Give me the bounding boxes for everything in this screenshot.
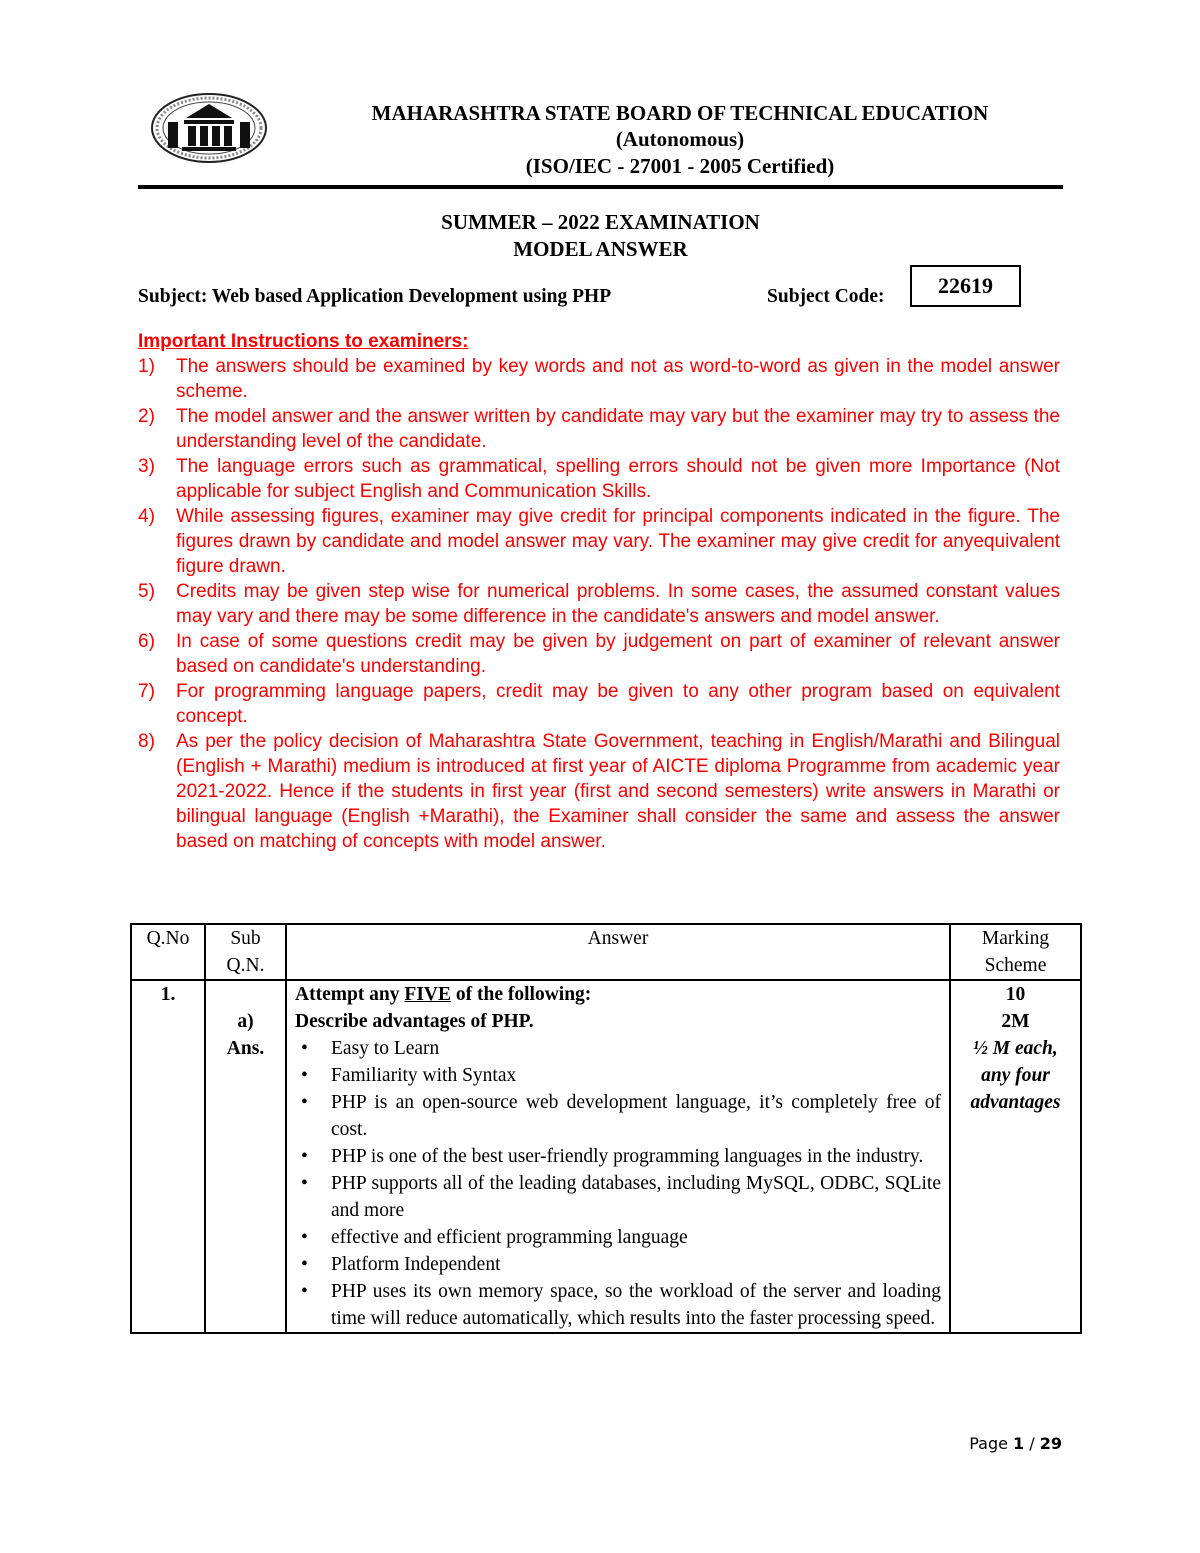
bullet-icon: • [301,1092,308,1113]
instruction-item: 8) As per the policy decision of Maharashtra State Government, teaching in English/Marathi and Bilingual (English + Marathi) medium is introduced at first year of AICTE diploma Programme from academic year 2021-2022. Hence if the students in first year (first and second semesters) write answers in Marathi or bilingual language (English +Marathi), the Examiner shall consider the same and assess the answer based on matching of concepts with model answer. [138,731,1060,852]
answer-table [130,923,1082,1334]
header-qno: Q.No [131,924,205,980]
sub-question-cell [205,980,286,1333]
marks-note: any four [981,1065,1050,1086]
question-text: Describe advantages of PHP. [295,1011,534,1032]
instruction-item: 7) For programming language papers, credit may be given to any other program based on equivalent concept. [138,681,1060,727]
instruction-item: 5) Credits may be given step wise for numerical problems. In some cases, the assumed constant values may vary and there may be some difference in the candidate's answers and model answer. [138,581,1060,627]
sub-question-number: a) [237,1011,254,1032]
instruction-item: 3) The language errors such as grammatical, spelling errors should not be given more Importance (Not applicable for subject English and Communication Skills. [138,456,1060,502]
exam-title: SUMMER – 2022 EXAMINATION [441,210,760,234]
bullet-icon: • [301,1146,308,1167]
table-header-row [131,924,1081,980]
board-name: MAHARASHTRA STATE BOARD OF TECHNICAL EDUCATION [371,101,989,125]
instruction-item: 2) The model answer and the answer written by candidate may vary but the examiner may try to assess the understanding level of the candidate. [138,406,1060,452]
autonomous-label: (Autonomous) [615,127,745,151]
list-item: • effective and efficient programming language [295,1224,941,1251]
bullet-icon: • [301,1065,308,1086]
list-item: • Easy to Learn [295,1035,941,1062]
page-number: Page 1 / 29 [969,1434,1062,1453]
list-item: • PHP is one of the best user-friendly programming languages in the industry. [295,1143,941,1170]
bullet-icon: • [301,1254,308,1275]
bullet-icon: • [301,1173,308,1194]
instruction-item: 1) The answers should be examined by key words and not as word-to-word as given in the model answer scheme. [138,356,1060,402]
exam-subtitle: MODEL ANSWER [513,237,688,261]
subject-code-box: 22619 [910,265,1021,307]
header-divider [138,185,1063,189]
instruction-item: 4) While assessing figures, examiner may give credit for principal components indicated in the figure. The figures drawn by candidate and model answer may vary. The examiner may give credit for anyequivalent figure drawn. [138,506,1060,577]
marks-note: ½ M each, [973,1038,1058,1059]
question-number: 1. [131,980,205,1333]
header-answer: Answer [286,924,950,980]
marks-question: 2M [1001,1011,1030,1032]
table-row [131,980,1081,1333]
certification-label: (ISO/IEC - 27001 - 2005 Certified) [525,154,835,178]
marks-note: advantages [970,1092,1061,1113]
instructions-title: Important Instructions to examiners: [138,331,469,352]
list-item: • PHP is an open-source web development language, it’s completely free of cost. [295,1089,941,1143]
list-item: • PHP supports all of the leading databases, including MySQL, ODBC, SQLite and more [295,1170,941,1224]
bullet-icon: • [301,1281,308,1302]
subject-code-label: Subject Code: [767,286,885,307]
answer-label: Ans. [226,1038,265,1059]
bullet-icon: • [301,1038,308,1059]
list-item: • PHP uses its own memory space, so the workload of the server and loading time will reduce automatically, which results into the faster processing speed. [295,1278,941,1332]
bullet-icon: • [301,1227,308,1248]
header-subqn: Sub Q.N. [205,924,286,980]
attempt-instruction: Attempt any FIVE of the following: [295,984,592,1005]
marking-cell [950,980,1081,1333]
instructions-list [138,354,1060,854]
answer-cell [286,980,950,1333]
instruction-item: 6) In case of some questions credit may be given by judgement on part of examiner of relevant answer based on candidate's understanding. [138,631,1060,677]
marks-total: 10 [1005,984,1026,1005]
header-marking: Marking Scheme [950,924,1081,980]
list-item: • Platform Independent [295,1251,941,1278]
advantages-list [295,1035,941,1332]
examiner-instructions [138,329,1060,854]
list-item: • Familiarity with Syntax [295,1062,941,1089]
subject-name: Subject: Web based Application Development using PHP [138,286,612,307]
